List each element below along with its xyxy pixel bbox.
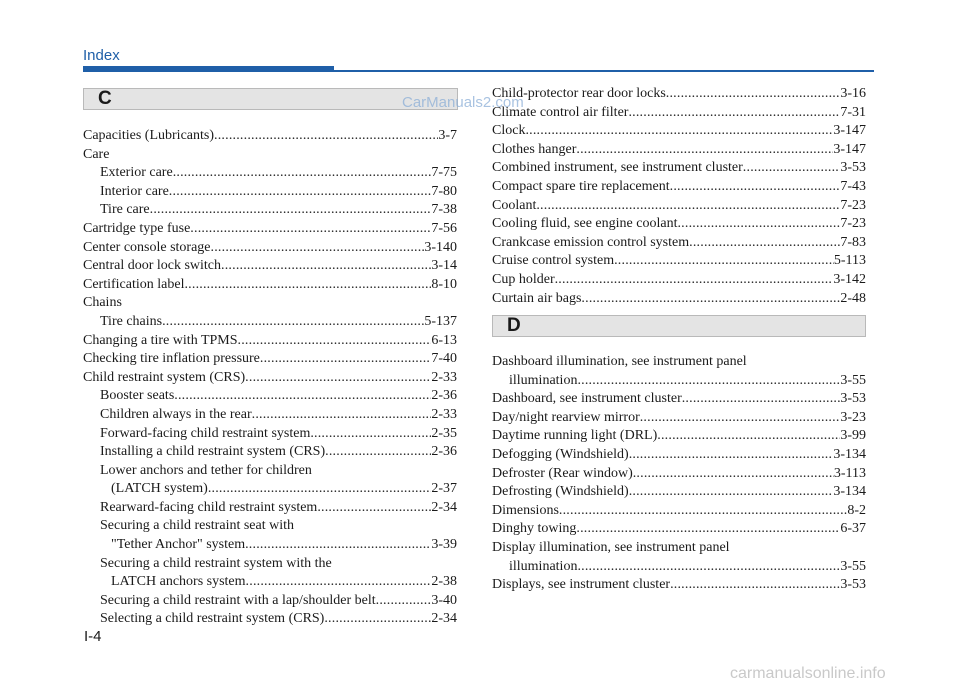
- section-letter-d: D: [507, 315, 521, 336]
- header-rule-thick: [83, 66, 334, 72]
- index-header-title: Index: [83, 47, 120, 64]
- index-entry: [492, 252, 866, 271]
- index-entry: [83, 425, 457, 444]
- index-entry-term: Cooling fluid, see engine coolant: [492, 216, 678, 232]
- dot-leader: [162, 313, 424, 332]
- header-rule-thin: [334, 70, 874, 72]
- index-entry: [492, 290, 866, 309]
- index-entry-page: 7-31: [840, 104, 866, 120]
- dot-leader: [238, 332, 432, 351]
- dot-leader: [310, 425, 431, 444]
- dot-leader: [743, 159, 841, 178]
- index-entry-page: 7-23: [840, 216, 866, 232]
- index-entry-term: Defroster (Rear window): [492, 465, 633, 481]
- index-entry: [83, 480, 457, 499]
- index-entry-page: 8-2: [847, 502, 866, 518]
- dot-leader: [214, 127, 438, 146]
- index-entry-page: 6-37: [840, 521, 866, 537]
- dot-leader: [536, 197, 840, 216]
- index-entry-page: 7-40: [431, 351, 457, 367]
- dot-leader: [666, 85, 841, 104]
- dot-leader: [628, 104, 840, 123]
- dot-leader: [555, 271, 834, 290]
- index-entry-term: Daytime running light (DRL): [492, 428, 658, 444]
- index-entry-term: Checking tire inflation pressure: [83, 351, 260, 367]
- index-entry-page: 8-10: [431, 276, 457, 292]
- index-entry-term: illumination: [509, 372, 578, 388]
- index-entry-term: Installing a child restraint system (CRS): [100, 444, 326, 460]
- index-entry-term: Compact spare tire replacement: [492, 178, 670, 194]
- index-entry-page: 3-99: [840, 428, 866, 444]
- index-entry-page: 7-38: [431, 202, 457, 218]
- dot-leader: [252, 406, 432, 425]
- index-entry-term: Capacities (Lubricants): [83, 128, 215, 143]
- index-entry-term: Rearward-facing child restraint system: [100, 499, 318, 515]
- index-entry-term: Selecting a child restraint system (CRS): [100, 611, 325, 627]
- index-entry-term: LATCH anchors system: [111, 574, 246, 590]
- index-entry: [83, 183, 457, 202]
- index-entry-page: 3-40: [431, 592, 457, 608]
- footer-watermark: carmanualsonline.info: [730, 665, 886, 682]
- index-entry: [492, 390, 866, 409]
- dot-leader: [221, 257, 431, 276]
- dot-leader: [376, 592, 432, 611]
- index-entry-heading: Display illumination, see instrument panel: [492, 539, 730, 555]
- index-entry: [492, 234, 866, 253]
- dot-leader: [629, 446, 834, 465]
- index-entry-heading: Lower anchors and tether for children: [100, 462, 312, 478]
- index-column-right-d: [492, 353, 866, 595]
- index-entry: [83, 443, 457, 462]
- index-entry-term: Tire care: [100, 202, 150, 218]
- index-entry: [83, 536, 457, 555]
- index-entry-term: Changing a tire with TPMS: [83, 332, 238, 348]
- index-entry-page: 2-48: [840, 290, 866, 306]
- index-entry-term: Forward-facing child restraint system: [100, 425, 311, 441]
- dot-leader: [525, 122, 833, 141]
- index-entry: [492, 271, 866, 290]
- index-entry: [83, 610, 457, 629]
- index-entry: [492, 178, 866, 197]
- index-entry-page: 3-55: [840, 372, 866, 388]
- dot-leader: [245, 536, 431, 555]
- index-entry-term: Curtain air bags: [492, 290, 582, 306]
- index-entry-term: Cup holder: [492, 271, 555, 287]
- index-entry-term: Cruise control system: [492, 253, 615, 269]
- index-entry-term: Crankcase emission control system: [492, 234, 690, 250]
- index-entry: [492, 520, 866, 539]
- index-entry-page: 2-36: [431, 388, 457, 404]
- dot-leader: [245, 369, 431, 388]
- index-entry: [83, 350, 457, 369]
- index-entry: [83, 201, 457, 220]
- carmanuals-watermark: CarManuals2.com: [402, 94, 524, 111]
- index-entry-page: 3-16: [840, 86, 866, 101]
- dot-leader: [559, 502, 847, 521]
- index-entry-term: Interior care: [100, 183, 169, 199]
- index-entry: [492, 465, 866, 484]
- dot-leader: [576, 141, 833, 160]
- index-entry-page: 3-134: [833, 484, 866, 500]
- index-entry-page: 3-53: [840, 577, 866, 593]
- index-entry-term: Central door lock switch: [83, 258, 222, 274]
- index-entry: [83, 313, 457, 332]
- index-entry: [83, 276, 457, 295]
- page-number: I-4: [84, 628, 102, 645]
- dot-leader: [614, 252, 834, 271]
- dot-leader: [640, 409, 841, 428]
- index-entry: [492, 141, 866, 160]
- index-entry-page: 3-23: [840, 409, 866, 425]
- index-entry-term: Dinghy towing: [492, 521, 577, 537]
- index-entry-term: Defogging (Windshield): [492, 446, 629, 462]
- index-entry: [83, 499, 457, 518]
- index-entry: [492, 104, 866, 123]
- index-entry-term: Center console storage: [83, 239, 211, 255]
- index-entry-term: Defrosting (Windshield): [492, 484, 629, 500]
- dot-leader: [246, 573, 432, 592]
- index-entry: [492, 159, 866, 178]
- index-entry: [492, 558, 866, 577]
- index-entry-term: Child restraint system (CRS): [83, 369, 246, 385]
- index-entry: [83, 573, 457, 592]
- index-entry: [83, 127, 457, 146]
- index-entry: [83, 406, 457, 425]
- index-entry: [492, 483, 866, 502]
- dot-leader: [208, 480, 432, 499]
- index-column-right-c: [492, 85, 866, 308]
- index-entry-page: 7-43: [840, 178, 866, 194]
- index-entry-page: 3-142: [833, 271, 866, 287]
- index-entry: [83, 220, 457, 239]
- index-entry-page: 2-35: [431, 425, 457, 441]
- index-entry-page: 3-39: [431, 537, 457, 553]
- index-entry-term: Coolant: [492, 197, 537, 213]
- index-entry-page: 2-37: [431, 481, 457, 497]
- dot-leader: [657, 427, 840, 446]
- index-entry-term: Clothes hanger: [492, 141, 577, 157]
- index-entry-page: 3-113: [833, 465, 866, 481]
- index-entry-term: Dashboard, see instrument cluster: [492, 391, 682, 407]
- index-entry-page: 3-147: [833, 123, 866, 139]
- dot-leader: [577, 372, 840, 391]
- dot-leader: [670, 576, 840, 595]
- dot-leader: [689, 234, 840, 253]
- index-entry-page: 5-113: [833, 253, 866, 269]
- dot-leader: [169, 183, 432, 202]
- dot-leader: [184, 276, 431, 295]
- dot-leader: [670, 178, 841, 197]
- index-entry-page: 7-83: [840, 234, 866, 250]
- index-entry-page: 2-33: [431, 406, 457, 422]
- index-entry-term: Securing a child restraint with a lap/shoulder belt: [100, 592, 376, 608]
- index-entry-page: 3-53: [840, 391, 866, 407]
- dot-leader: [324, 610, 431, 629]
- dot-leader: [325, 443, 431, 462]
- index-entry-heading: Securing a child restraint seat with: [100, 518, 294, 534]
- dot-leader: [629, 483, 834, 502]
- index-entry-heading: Securing a child restraint system with the: [100, 555, 332, 571]
- index-entry-page: 3-14: [431, 258, 457, 274]
- index-entry-page: 7-75: [431, 165, 457, 181]
- index-entry-page: 7-23: [840, 197, 866, 213]
- dot-leader: [317, 499, 431, 518]
- index-entry-term: Cartridge type fuse: [83, 220, 191, 236]
- index-entry-term: Day/night rearview mirror: [492, 409, 640, 425]
- index-entry-term: Child-protector rear door locks: [492, 86, 666, 101]
- index-entry-page: 6-13: [431, 332, 457, 348]
- index-entry: [492, 197, 866, 216]
- index-entry: [83, 239, 457, 258]
- index-entry-term: "Tether Anchor" system: [111, 537, 246, 553]
- section-header-d: [492, 315, 866, 337]
- index-entry-page: 5-137: [424, 313, 457, 329]
- index-entry-heading: Chains: [83, 295, 122, 311]
- index-entry-page: 3-53: [840, 160, 866, 176]
- index-entry: [83, 257, 457, 276]
- dot-leader: [150, 201, 432, 220]
- index-entry: [492, 446, 866, 465]
- section-letter-c: C: [98, 88, 112, 109]
- index-entry: [492, 427, 866, 446]
- index-entry-term: Children always in the rear: [100, 406, 252, 422]
- index-entry-page: 2-33: [431, 369, 457, 385]
- index-entry-page: 3-134: [833, 446, 866, 462]
- dot-leader: [581, 290, 840, 309]
- index-entry-term: Exterior care: [100, 165, 173, 181]
- dot-leader: [190, 220, 431, 239]
- dot-leader: [260, 350, 431, 369]
- index-entry-page: 7-56: [431, 220, 457, 236]
- index-entry-term: illumination: [509, 558, 578, 574]
- index-entry-page: 3-55: [840, 558, 866, 574]
- dot-leader: [677, 215, 840, 234]
- index-entry-page: 2-34: [431, 611, 457, 627]
- index-entry-page: 3-147: [833, 141, 866, 157]
- index-entry-page: 2-34: [431, 499, 457, 515]
- index-entry-term: Booster seats: [100, 388, 175, 404]
- dot-leader: [682, 390, 841, 409]
- index-entry-page: 2-38: [431, 574, 457, 590]
- index-entry: [492, 409, 866, 428]
- index-entry: [83, 164, 457, 183]
- index-entry-term: Certification label: [83, 276, 185, 292]
- index-entry: [492, 576, 866, 595]
- index-entry-heading: Care: [83, 146, 110, 162]
- dot-leader: [633, 465, 834, 484]
- index-entry-term: Displays, see instrument cluster: [492, 577, 671, 593]
- index-entry: [492, 215, 866, 234]
- index-entry-term: Combined instrument, see instrument cluster: [492, 160, 743, 176]
- index-entry: [492, 502, 866, 521]
- index-entry-page: 2-36: [431, 444, 457, 460]
- index-entry: [492, 122, 866, 141]
- index-entry-term: Dimensions: [492, 502, 559, 518]
- index-entry-term: Climate control air filter: [492, 104, 629, 120]
- index-entry-term: Tire chains: [100, 313, 163, 329]
- index-entry-heading: Dashboard illumination, see instrument panel: [492, 354, 747, 369]
- index-entry: [492, 85, 866, 104]
- index-entry: [83, 592, 457, 611]
- index-entry: [492, 372, 866, 391]
- dot-leader: [576, 520, 840, 539]
- index-entry-page: 3-140: [424, 239, 457, 255]
- dot-leader: [173, 164, 432, 183]
- dot-leader: [577, 558, 840, 577]
- index-entry-page: 7-80: [431, 183, 457, 199]
- index-entry-term: Clock: [492, 123, 526, 139]
- dot-leader: [211, 239, 425, 258]
- index-entry: [83, 369, 457, 388]
- index-entry: [83, 332, 457, 351]
- index-column-left: [83, 127, 457, 629]
- index-entry: [83, 387, 457, 406]
- index-entry-term: (LATCH system): [111, 481, 208, 497]
- index-entry-page: 3-7: [438, 128, 457, 143]
- dot-leader: [174, 387, 431, 406]
